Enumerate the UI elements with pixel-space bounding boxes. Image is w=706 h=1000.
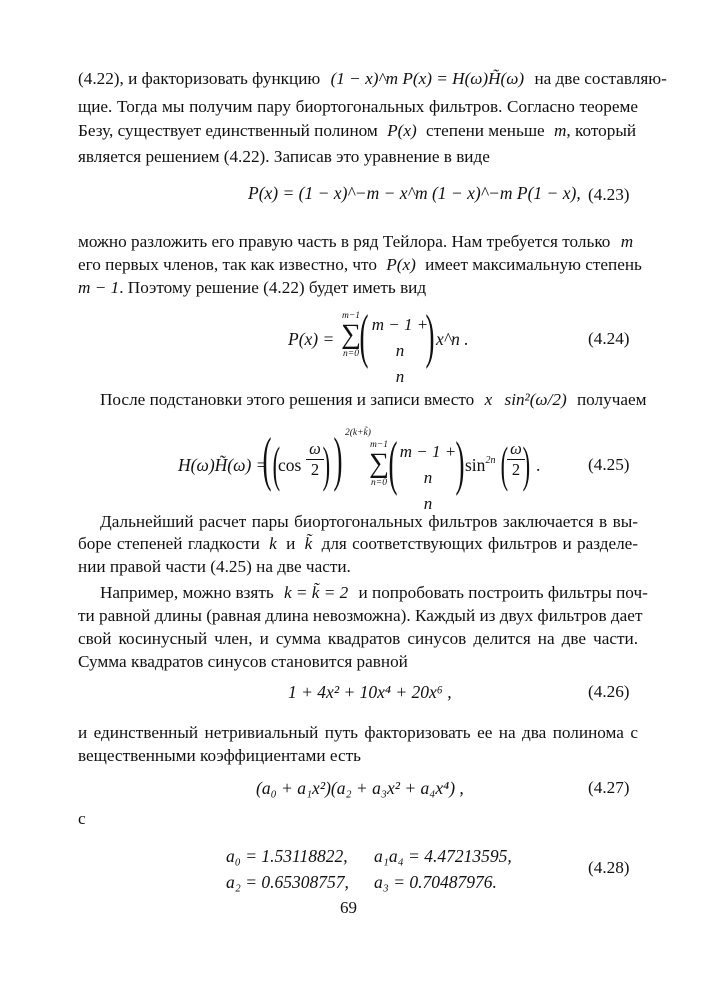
- fraction-numerator: ω: [309, 439, 321, 458]
- equation-4-25-lhs: H(ω)H̃(ω) =: [178, 455, 268, 475]
- equation-4-27: (a₀ + a₁x²)(a₂ + a₃x² + a₄x⁴) ,: [256, 778, 464, 798]
- binomial-coefficient-2: [396, 439, 460, 517]
- right-paren: ): [425, 303, 435, 369]
- text-line-11: нии правой части (4.25) на две части.: [78, 557, 351, 576]
- text-line-12: [100, 582, 648, 604]
- text-line-16: и единственный нетривиальный путь факторизовать ее на два полинома с: [78, 723, 638, 742]
- line-text: имеет максимальную степень: [425, 255, 642, 274]
- binomial-top: m − 1 + n: [399, 442, 457, 487]
- text-line-17: вещественными коэффициентами есть: [78, 746, 361, 765]
- text-line-9: Дальнейший расчет пары биортогональных фильтров заключается в вы-: [100, 512, 638, 531]
- sum-lower-limit: n=0: [371, 478, 387, 488]
- line-text: на две составляю-: [534, 69, 667, 88]
- inner-right-paren: ): [322, 436, 331, 492]
- outer-left-paren: (: [262, 426, 272, 492]
- fraction-numerator: ω: [510, 439, 522, 458]
- line-text: Например, можно взять: [100, 583, 274, 602]
- text-line-10: [78, 533, 638, 555]
- fraction-denominator: 2: [310, 460, 320, 479]
- inline-formula-m-minus-1: m − 1: [78, 278, 120, 297]
- sum-upper-limit: m−1: [341, 311, 361, 321]
- equation-4-24-lhs: P(x) =: [288, 329, 335, 349]
- equation-4-23: P(x) = (1 − x)^−m − x^m (1 − x)^−m P(1 − x),: [248, 183, 581, 203]
- inner-left-paren: (: [272, 436, 281, 492]
- binom-left-paren: (: [388, 430, 398, 496]
- left-paren: (: [359, 303, 369, 369]
- sin-left-paren: (: [500, 436, 509, 492]
- text-line-4: является решением (4.22). Записав это уравнение в виде: [78, 147, 490, 166]
- sigma-sign: ∑: [341, 319, 361, 350]
- line-text: и попробовать построить фильтры поч-: [358, 583, 648, 602]
- inline-formula-ktilde: k̃: [304, 534, 313, 553]
- inline-formula-x: x: [484, 390, 493, 409]
- line-text: степени меньше: [425, 121, 545, 140]
- line-text: , который: [566, 121, 637, 140]
- coefficient-a3: a₃ = 0.70487976.: [374, 872, 497, 892]
- line-text: можно разложить его правую часть в ряд Тейлора. Нам требуется только: [78, 232, 611, 251]
- inline-formula-Px: P(x): [387, 121, 417, 140]
- equation-number-4-23: (4.23): [588, 185, 630, 204]
- equation-number-4-28: (4.28): [588, 858, 630, 877]
- text-line-13: ти равной длины (равная длина невозможна). Каждый из двух фильтров дает: [78, 606, 643, 625]
- inline-formula-m: m: [620, 232, 634, 251]
- text-line-3: [78, 120, 638, 142]
- cos-word: cos: [278, 455, 302, 475]
- equation-4-24-tail: x^n .: [436, 329, 469, 349]
- inline-formula-k: k: [269, 534, 277, 553]
- equation-number-4-26: (4.26): [588, 682, 630, 701]
- line-text: получаем: [576, 390, 647, 409]
- sin-exponent: 2n: [485, 455, 496, 466]
- outer-right-paren: ): [333, 426, 343, 492]
- line-text: (4.22), и факторизовать функцию: [78, 69, 321, 88]
- binomial-coefficient: [368, 312, 432, 390]
- sigma-sign: ∑: [369, 448, 389, 479]
- sum-lower-limit: n=0: [343, 349, 359, 359]
- period: .: [536, 455, 541, 475]
- line-text: его первых членов, так как известно, что: [78, 255, 377, 274]
- line-text: . Поэтому решение (4.22) будет иметь вид: [119, 278, 427, 297]
- coefficient-a1a4: a₁a₄ = 4.47213595,: [374, 846, 512, 866]
- inline-formula-k-eq: k = k̃ = 2: [283, 583, 349, 602]
- equation-number-4-24: (4.24): [588, 329, 630, 348]
- text-line-15: Сумма квадратов синусов становится равной: [78, 652, 408, 671]
- line-text: боре степеней гладкости: [78, 534, 260, 553]
- binomial-top: m − 1 + n: [371, 315, 429, 360]
- binomial-bottom: n: [423, 494, 433, 513]
- outer-exponent: 2(k+k̃): [345, 428, 371, 438]
- inline-formula-sin: sin²(ω/2): [504, 390, 567, 409]
- inline-formula-factor: (1 − x)^m P(x) = H(ω)H̃(ω): [330, 69, 525, 88]
- text-line-5: [78, 231, 638, 253]
- inline-formula-Px: P(x): [386, 255, 416, 274]
- equation-4-26: 1 + 4x² + 10x⁴ + 20x⁶ ,: [288, 682, 452, 702]
- line-text: После подстановки этого решения и записи вместо: [100, 390, 475, 409]
- inline-formula-m: m: [553, 121, 567, 140]
- coefficient-a2: a₂ = 0.65308757,: [226, 872, 349, 892]
- fraction-denominator: 2: [511, 460, 521, 479]
- text-line-14: свой косинусный член, и сумма квадратов синусов делится на две части.: [78, 629, 638, 648]
- line-text: и: [286, 534, 296, 553]
- text-line-6: [78, 254, 642, 276]
- line-text: для соответствующих фильтров и разделе-: [321, 534, 639, 553]
- line-text: Безу, существует единственный полином: [78, 121, 378, 140]
- sin-right-paren: ): [522, 436, 531, 492]
- binomial-bottom: n: [395, 367, 405, 386]
- fraction-omega-over-2: [306, 440, 324, 479]
- binom-right-paren: ): [455, 430, 465, 496]
- sin-text: sin: [465, 455, 486, 475]
- text-line-2: щие. Тогда мы получим пару биортогональных фильтров. Согласно теореме: [78, 97, 638, 116]
- text-line-8: [100, 389, 647, 411]
- page-number: 69: [340, 898, 357, 917]
- text-line-1: [78, 68, 667, 90]
- text-line-7: [78, 277, 638, 299]
- sum-upper-limit: m−1: [369, 440, 389, 450]
- coefficient-a0: a₀ = 1.53118822,: [226, 846, 348, 866]
- equation-number-4-27: (4.27): [588, 778, 630, 797]
- text-line-18: с: [78, 809, 86, 828]
- sin-word: [465, 455, 495, 476]
- equation-number-4-25: (4.25): [588, 455, 630, 474]
